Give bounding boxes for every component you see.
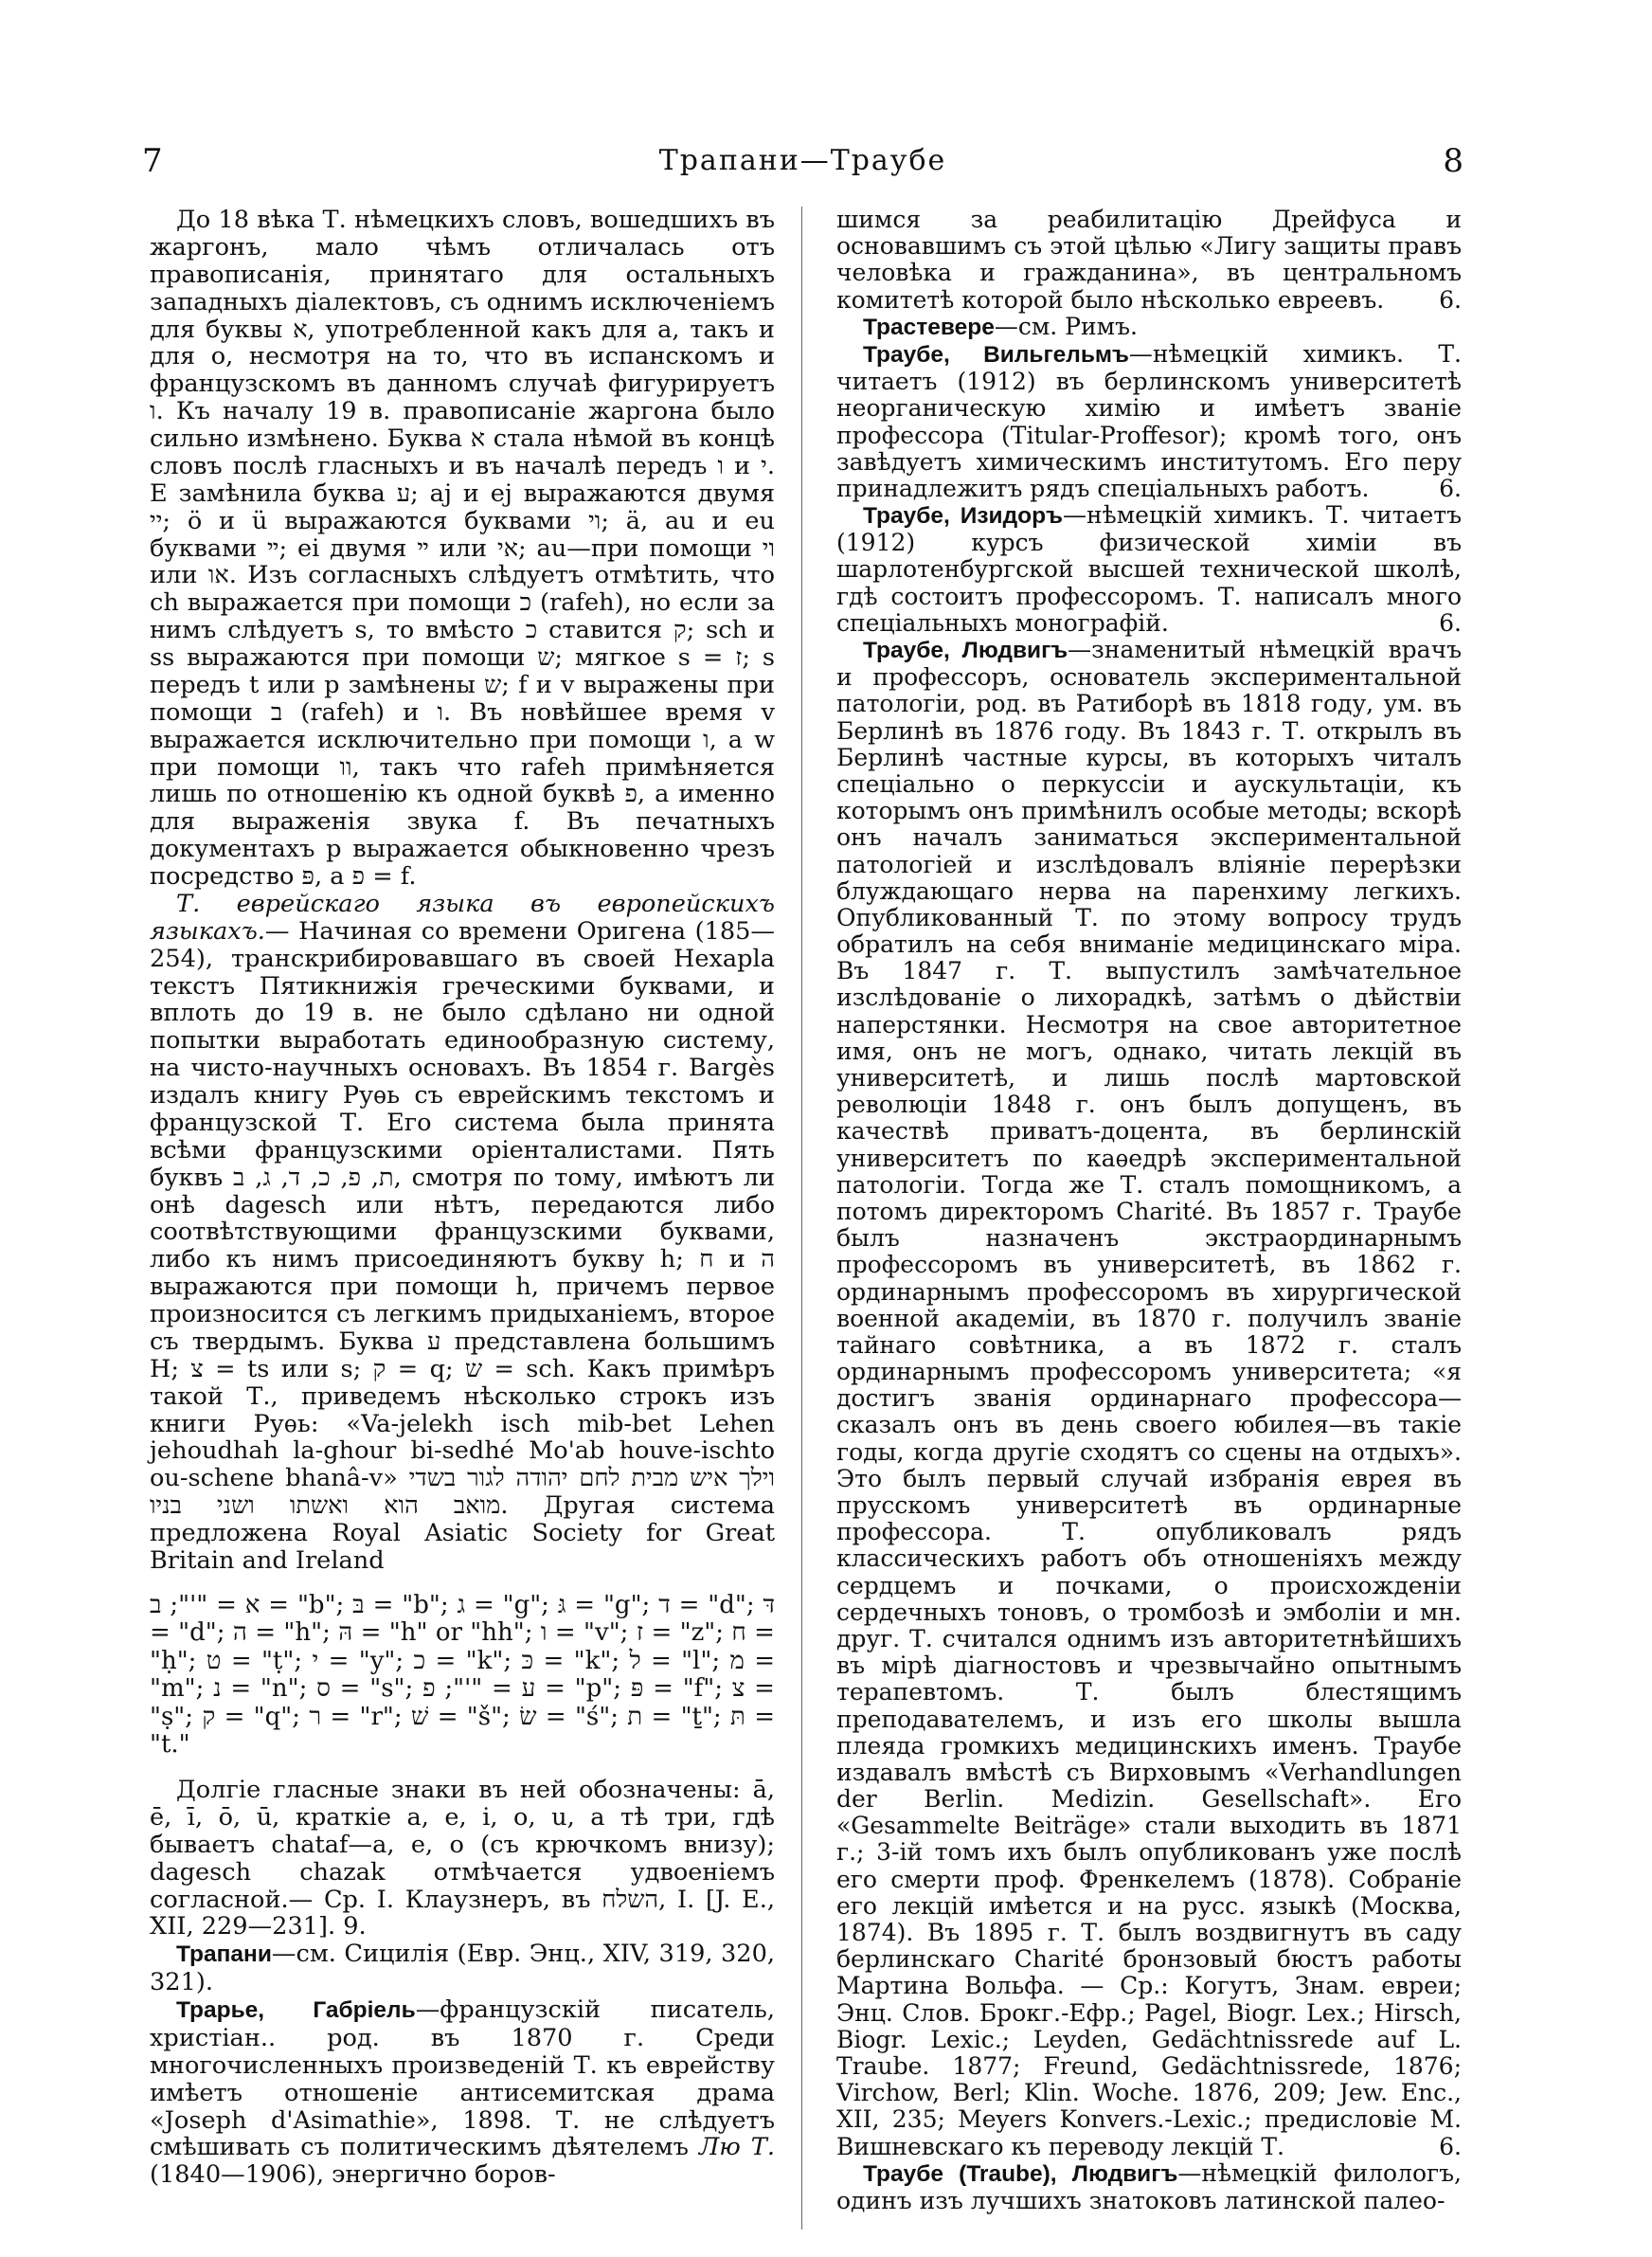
- paragraph-transcription-systems: [150, 891, 775, 1575]
- entry-trarier-italic-name: Лю Т.: [698, 2133, 776, 2162]
- author-sign: 6.: [1439, 474, 1462, 502]
- entry-trarier-text: —французскій писатель, христіан.. род. въ 1870 г. Среди многочисленныхъ произведеній Т. къ еврейству имѣетъ отношеніе антисемитская драма «Joseph d'Asimathie», 1898. Т. не слѣдуетъ смѣшивать съ политическимъ дѣятелемъ: [150, 1995, 775, 2162]
- entry-traube-ludwig-philologist: [836, 2160, 1462, 2214]
- headword-traube-ludwig-philologist: Траубе (Traube), Людвигъ: [863, 2160, 1178, 2187]
- right-column: [836, 207, 1462, 2214]
- entry-trastevere: [836, 314, 1462, 341]
- author-sign: 6.: [1439, 2132, 1462, 2160]
- entry-trapani: [150, 1941, 775, 1996]
- entry-traube-isidor: [836, 502, 1462, 637]
- column-divider: [801, 207, 802, 2230]
- paragraph-yiddish-orthography: До 18 вѣка Т. нѣмецкихъ словъ, вошедшихъ въ жаргонъ, мало чѣмъ отличалась отъ правописанія, принятаго для остальныхъ западныхъ діалектовъ, съ однимъ исключеніемъ для буквы א, употребленной какъ для а, такъ и для о, несмотря на то, что въ испанскомъ и французскомъ въ данномъ случаѣ фигурируетъ ו. Къ началу 19 в. правописаніе жаргона было сильно измѣнено. Буква א стала нѣмой въ концѣ словъ послѣ гласныхъ и въ началѣ передъ ו и י. Е замѣнила буква ע; aj и ej выражаются двумя יי; ö и ü выражаются буквами וי; ä, au и eu буквами ײ; ei двумя ײ или אי; au—при помощи וי или או. Изъ согласныхъ слѣдуетъ отмѣтить, что ch выражается при помощи כ (rafeh), но если за нимъ слѣдуетъ s, то вмѣсто כ ставится ק; sch и ss выражаются при помощи ש; мягкое s = ז; s передъ t или p замѣнены ש; f и v выражены при помощи ב (rafeh) и ו. Въ новѣйшее время v выражается исключительно при помощи ו, а w при помощи וו, такъ что rafeh примѣняется лишь по отношенію къ одной буквѣ פ, а именно для выраженія звука f. Въ печатныхъ документахъ p выражается обыкновенно чрезъ посредство פּ, а פ = f.: [150, 206, 776, 891]
- paragraph-continued-text: шимся за реабилитацію Дрейфуса и основавшимъ съ этой цѣлью «Лигу защиты правъ человѣка и гражданина», въ центральномъ комитетѣ которой было нѣсколько евреевъ.: [836, 206, 1462, 314]
- headword-trapani: Трапани: [176, 1941, 272, 1968]
- page-number-right: 8: [1443, 142, 1463, 180]
- headword-traube-ludwig: Траубе, Людвигъ: [863, 638, 1068, 663]
- author-sign: 6.: [1439, 285, 1462, 314]
- entry-trarier-tail: (1840—1906), энергично боров-: [150, 2160, 556, 2190]
- entry-traube-ludwig: [836, 637, 1462, 2160]
- section-title-transcription: Т. еврейскаго языка въ европейскихъ языкахъ.: [150, 889, 775, 946]
- entry-trapani-text: —см. Сицилія (Евр. Энц., XIV, 319, 320, 321).: [150, 1940, 775, 1997]
- paragraph-transcription-text: — Начиная со времени Оригена (185—254), транскрибировавшаго въ своей Hexapla текстъ Пятикнижія греческими буквами, и вплоть до 19 в. не было сдѣлано ни одной попытки выработать единообразную систему, на чисто-научныхъ основахъ. Въ 1854 г. Bargès издалъ книгу Руѳь съ еврейскимъ текстомъ и французской Т. Его система была принята всѣми французскими оріенталистами. Пять буквъ ת, פ, כ, ד, ג, ב, смотря по тому, имѣютъ ли онѣ dagesch или нѣтъ, передаются либо соотвѣтствующими французскими буквами, либо къ нимъ присоединяютъ букву h; ח и ה выражаются при помощи h, причемъ первое произносится съ легкимъ придыханіемъ, второе съ твердымъ. Буква ע представлена большимъ H; צ = ts или s; ק = q; ש = sch. Какъ примѣръ такой Т., приведемъ нѣсколько строкъ изъ книги Руѳь: «Va-jelekh isch mib-bet Lehen jehoudhah la-ghour bi-sedhé Mo'ab houve-ischto ou-schene bhanâ-v» וילך איש מבית לחם יהודה לגור בשדי מואב הוא ואשתו ושני בניו. Другая система предложена Royal Asiatic Society for Great Britain and Ireland: [150, 916, 776, 1575]
- entry-traube-wilhelm-text: —нѣмецкій химикъ. Т. читаетъ (1912) въ берлинскомъ университетѣ неорганическую химію и имѣетъ званіе профессора (Titular-Proffesor); кромѣ того, онъ завѣдуетъ химическимъ институтомъ. Его перу принадлежитъ рядъ спеціальныхъ работъ.: [836, 339, 1462, 502]
- entry-trastevere-text: —см. Римъ.: [994, 312, 1138, 340]
- headword-trastevere: Трастевере: [863, 314, 995, 340]
- paragraph-continued: [836, 207, 1462, 314]
- author-sign: 6.: [1439, 608, 1462, 637]
- entry-traube-isidor-text: —нѣмецкій химикъ. Т. читаетъ (1912) курсъ физической химіи въ шарлотенбургской высшей технической школѣ, гдѣ состоитъ профессоромъ. Т. написалъ много спеціальныхъ монографій.: [836, 501, 1462, 637]
- entry-trarier: [150, 1996, 775, 2189]
- transliteration-table: א = "'"; ב = "b"; בּ = "b"; ג = "g"; גּ = "g"; ד = "d"; דּ = "d"; ה = "h"; הּ = "h" or "hh"; ו = "v"; ז = "z"; ח = "ḥ"; ט = "ṭ"; י = "y"; כ = "k"; כּ = "k"; ל = "l"; מ = "m"; נ = "n"; ס = "s"; ע = "'"; פ = "p"; פּ = "f"; צ = "ṣ"; ק = "q"; ר = "r"; שׁ = "š"; שׂ = "ś"; ת = "ṯ"; תּ = "t.": [150, 1590, 776, 1760]
- entry-traube-ludwig-text: —знаменитый нѣмецкій врачъ и профессоръ, основатель экспериментальной патологіи, род. въ Ратиборѣ въ 1818 году, ум. въ Берлинѣ въ 1876 году. Въ 1843 г. Т. открылъ въ Берлинѣ частные курсы, въ которыхъ читалъ спеціально о перкуссіи и аускультаціи, къ которымъ онъ примѣнилъ особые методы; вскорѣ онъ началъ заниматься экспериментальной патологіей и изслѣдовалъ вліяніе перерѣзки блуждающаго нерва на паренхиму легкихъ. Опубликованный Т. по этому вопросу трудъ обратилъ на себя вниманіе медицинскаго міра. Въ 1847 г. Т. выпустилъ замѣчательное изслѣдованіе о лихорадкѣ, затѣмъ о дѣйствіи наперстянки. Несмотря на свое авторитетное имя, онъ не могъ, однако, читать лекцій въ университетѣ, и лишь послѣ мартовской революціи 1848 г. онъ былъ допущенъ, въ качествѣ приватъ-доцента, въ берлинскій университетъ по каѳедрѣ экспериментальной патологіи. Тогда же Т. сталъ помощникомъ, а потомъ директоромъ Charité. Въ 1857 г. Траубе былъ назначенъ экстраординарнымъ профессоромъ въ университетѣ, въ 1862 г. ординарнымъ профессоромъ въ хирургической военной академіи, въ 1870 г. получилъ званіе тайнаго совѣтника, а въ 1872 г. сталъ ординарнымъ профессоромъ университета; «я достигъ званія ординарнаго профессора—сказалъ онъ въ день своего юбилея—въ такіе годы, когда другіе сходятъ со сцены на отдыхъ». Это былъ первый случай избранія еврея въ прусскомъ университетѣ въ ординарные профессора. Т. опубликовалъ рядъ классическихъ работъ объ отношеніяхъ между сердцемъ и почками, о происхожденіи сердечныхъ тоновъ, о тромбозѣ и эмболіи и мн. друг. Т. считался однимъ изъ авторитетнѣйшихъ въ мірѣ діагностовъ и чрезвычайно опытнымъ терапевтомъ. Т. былъ блестящимъ преподавателемъ, и изъ его школы вышла плеяда громкихъ медицинскихъ именъ. Траубе издавалъ вмѣстѣ съ Вирховымъ «Verhandlungen der Berlin. Medizin. Gesellschaft». Его «Gesammelte Beiträge» стали выходить въ 1871 г.; 3-ій томъ ихъ былъ опубликованъ уже послѣ его смерти проф. Френкелемъ (1878). Собраніе его лекцій имѣется и на русс. языкѣ (Москва, 1874). Въ 1895 г. Т. былъ воздвигнутъ въ саду берлинскаго Charité бронзовый бюстъ работы Мартина Вольфа. — Ср.: Когутъ, Знам. евреи; Энц. Слов. Брокг.-Ефр.; Pagel, Biogr. Lex.; Hirsch, Biogr. Lexic.; Leyden, Gedächtnissrede auf L. Traube. 1877; Freund, Gedächtnissrede, 1876; Virchow, Berl; Klin. Woche. 1876, 209; Jew. Enc., XII, 235; Meyers Konvers.-Lexic.; предисловіе М. Вишневскаго къ переводу лекцій Т.: [836, 636, 1463, 2160]
- headword-trarier: Трарье, Габріель: [176, 1997, 416, 2024]
- paragraph-vowels: Долгіе гласные знаки въ ней обозначены: ā, ē, ī, ō, ū, краткіе a, e, i, o, u, а тѣ три, гдѣ бываетъ chataf—a, e, o (съ крючкомъ внизу); dagesch chazak отмѣчается удвоеніемъ согласной.— Ср. І. Клаузнеръ, въ השלח, I. [J. E., XII, 229—231]. 9.: [150, 1776, 776, 1941]
- headword-traube-wilhelm: Траубе, Вильгельмъ: [863, 341, 1129, 368]
- left-column: [150, 207, 775, 2189]
- page-number-left: 7: [142, 142, 163, 180]
- page-title: Трапани—Траубе: [658, 144, 947, 177]
- headword-traube-isidor: Траубе, Изидоръ: [863, 503, 1063, 530]
- running-header: [142, 142, 1463, 188]
- entry-traube-wilhelm: [836, 341, 1462, 502]
- entry-traube-ludwig-philologist-text: —нѣмецкій филологъ, одинъ изъ лучшихъ знатоковъ латинской палео-: [836, 2158, 1462, 2214]
